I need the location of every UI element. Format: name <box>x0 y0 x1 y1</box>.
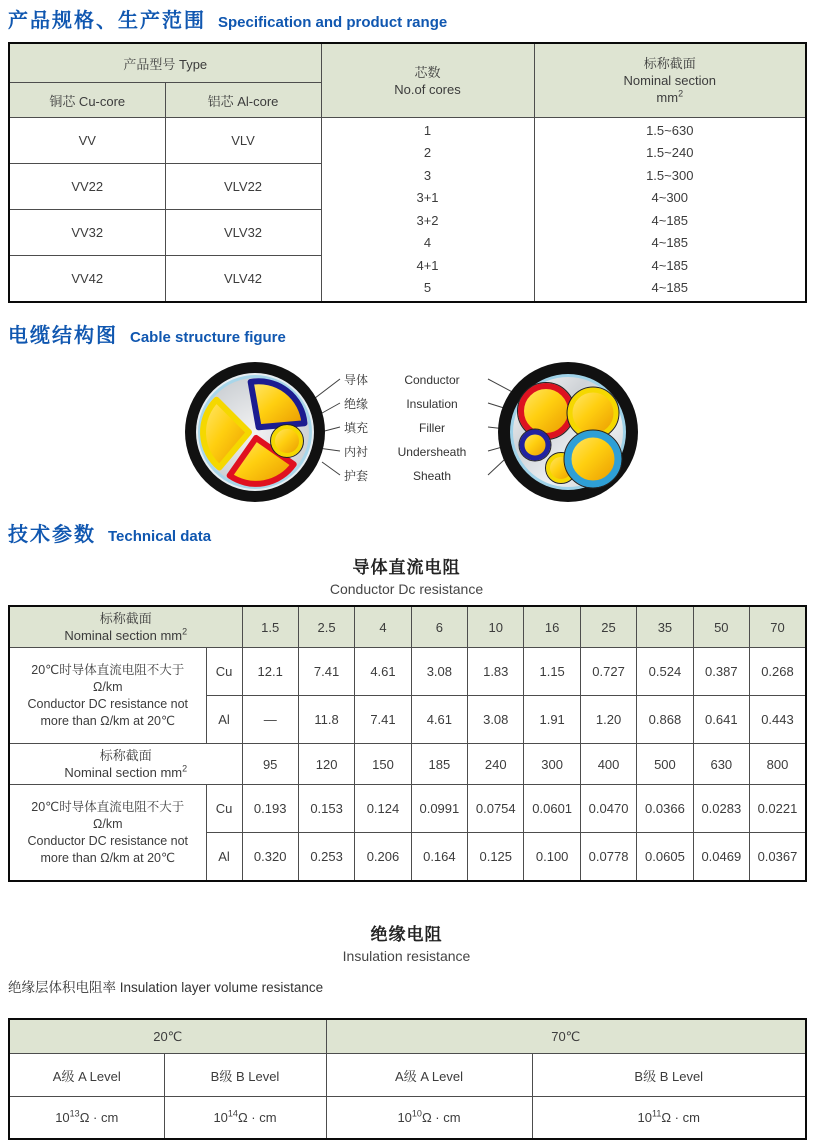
list-line: 1 <box>423 122 432 138</box>
value-cell: 185 <box>411 744 467 785</box>
value-cell: 300 <box>524 744 580 785</box>
value-cell: — <box>242 696 298 744</box>
value-cell: 0.164 <box>411 833 467 882</box>
value-cell: 0.0366 <box>637 785 693 833</box>
value-cell: 2.5 <box>298 606 354 648</box>
value-cell: B级 B Level <box>164 1054 326 1097</box>
value-cell: 400 <box>580 744 636 785</box>
al-core-header-cell: 铝芯 Al-core <box>165 83 321 118</box>
row-label-en: Conductor DC resistance not <box>27 696 188 711</box>
section-heading-en: Cable structure figure <box>130 329 286 346</box>
layer-label-en: Conductor <box>404 372 460 387</box>
value-cell: 35 <box>637 606 693 648</box>
layer-label-en: Filler <box>419 420 445 435</box>
insulation-title-zh: 绝缘电阻 <box>370 925 443 944</box>
temp-20-cell: 20℃ <box>9 1019 326 1054</box>
list-line: 4~300 <box>651 190 689 205</box>
section-heading-en: Technical data <box>108 528 212 545</box>
value-cell: 0.443 <box>750 696 806 744</box>
value-cell: A级 A Level <box>326 1054 532 1097</box>
layer-label-en: Insulation <box>406 396 458 411</box>
list-line: 3+2 <box>416 212 439 228</box>
insulation-table <box>8 1018 807 1140</box>
insulation-title-en: Insulation resistance <box>342 948 471 964</box>
type-cell: VV22 <box>9 164 165 210</box>
value-cell: 0.0991 <box>411 785 467 833</box>
type-cell: VLV42 <box>165 256 321 303</box>
value-cell: 0.0469 <box>693 833 749 882</box>
value-cell: $10^{13}\Omega$ · cm <box>9 1097 164 1140</box>
section-label-cell <box>9 744 242 785</box>
value-cell: B级 B Level <box>532 1054 806 1097</box>
value-cell: 0.100 <box>524 833 580 882</box>
value-cell: 7.41 <box>298 648 354 696</box>
section-heading-zh: 产品规格、生产范围 <box>8 10 206 32</box>
value-cell: 0.153 <box>298 785 354 833</box>
value-cell: $10^{14}\Omega$ · cm <box>164 1097 326 1140</box>
temp-70-cell: 70℃ <box>326 1019 806 1054</box>
cu-row-2 <box>9 785 806 833</box>
type-cell: VV42 <box>9 256 165 303</box>
value-cell: 0.320 <box>242 833 298 882</box>
list-line: 2 <box>423 145 432 160</box>
nominal-header-zh: 标称截面 <box>643 56 696 71</box>
layer-label-zh: 绝缘 <box>344 397 369 411</box>
value-cell: 0.124 <box>355 785 411 833</box>
value-cell: 0.0221 <box>750 785 806 833</box>
section-heading-en: Specification and product range <box>218 14 448 31</box>
dc-resistance-title-en: Conductor Dc resistance <box>329 581 484 597</box>
layer-label-undersheath <box>344 443 486 460</box>
value-cell: 3.08 <box>411 648 467 696</box>
layer-label-conductor <box>344 371 486 388</box>
layer-label-en: Sheath <box>412 468 452 483</box>
value-cell: 1.20 <box>580 696 636 744</box>
list-line: 1.5~240 <box>646 145 694 160</box>
value-cell: 12.1 <box>242 648 298 696</box>
row-label-en: Conductor DC resistance not <box>27 833 188 848</box>
nominal-header-cell <box>534 43 806 118</box>
value-cell: 630 <box>693 744 749 785</box>
value-cell: 1.15 <box>524 648 580 696</box>
cu-core-header-cell: 铜芯 Cu-core <box>9 83 165 118</box>
dc-resistance-title <box>8 553 805 597</box>
value-cell: 4.61 <box>411 696 467 744</box>
type-cell: VLV22 <box>165 164 321 210</box>
value-cell: 95 <box>242 744 298 785</box>
value-cell: 7.41 <box>355 696 411 744</box>
layer-label-zh: 导体 <box>344 373 369 387</box>
value-cell: 0.727 <box>580 648 636 696</box>
value-cell: 0.0470 <box>580 785 636 833</box>
type-cell: VLV <box>165 118 321 164</box>
layer-label-insulation <box>344 395 486 412</box>
value-cell: 6 <box>411 606 467 648</box>
value-cell: 500 <box>637 744 693 785</box>
list-line: 4~185 <box>651 235 689 250</box>
cores-header-cell <box>321 43 534 118</box>
value-cell: A级 A Level <box>9 1054 164 1097</box>
type-header-cell: 产品型号 Type <box>9 43 321 83</box>
list-line: 4~185 <box>651 212 689 228</box>
cu-row-1 <box>9 648 806 696</box>
list-line: 1.5~300 <box>646 167 694 183</box>
row-label-unit: Ω/km <box>93 679 123 694</box>
value-cell: 120 <box>298 744 354 785</box>
list-line: 4 <box>423 235 432 250</box>
value-cell: 1.5 <box>242 606 298 648</box>
value-cell: 0.0283 <box>693 785 749 833</box>
list-line: 4~185 <box>651 280 689 295</box>
layer-label-en: Undersheath <box>397 444 467 459</box>
value-cell: 0.268 <box>750 648 806 696</box>
value-cell: 50 <box>693 606 749 648</box>
nominal-header-en: Nominal section <box>623 73 717 88</box>
section-heading-zh: 电缆结构图 <box>8 325 118 347</box>
section-heading-specification <box>8 4 805 33</box>
list-line: 3+1 <box>416 190 439 205</box>
value-cell: 0.0605 <box>637 833 693 882</box>
value-cell: 0.125 <box>468 833 524 882</box>
row-label-cell <box>9 785 206 882</box>
value-cell: 10 <box>468 606 524 648</box>
value-cell: 0.0778 <box>580 833 636 882</box>
cores-header-en: No.of cores <box>394 81 461 97</box>
section-heading-technical <box>8 518 805 547</box>
material-cell-cu: Cu <box>206 785 242 833</box>
value-cell: 0.868 <box>637 696 693 744</box>
nominal-list-cell <box>534 118 806 303</box>
value-cell: 0.193 <box>242 785 298 833</box>
dc-resistance-title-zh: 导体直流电阻 <box>352 558 461 577</box>
value-cell: 240 <box>468 744 524 785</box>
section-label-en: Nominal section $mm^2$ <box>64 763 188 780</box>
value-cell: 0.641 <box>693 696 749 744</box>
section-row-2 <box>9 744 806 785</box>
value-cell: 1.91 <box>524 696 580 744</box>
layer-label-zh: 内衬 <box>344 445 369 459</box>
value-cell: $10^{11}\Omega$ · cm <box>532 1097 806 1140</box>
layer-label-filler <box>344 419 486 436</box>
section-label-en: Nominal section $mm^2$ <box>64 626 188 643</box>
value-cell: 0.206 <box>355 833 411 882</box>
row-label-unit: Ω/km <box>93 816 123 831</box>
value-cell: $10^{10}\Omega$ · cm <box>326 1097 532 1140</box>
layer-label-zh: 填充 <box>344 421 369 435</box>
value-cell: 11.8 <box>298 696 354 744</box>
type-cell: VV <box>9 118 165 164</box>
value-cell: 25 <box>580 606 636 648</box>
dc-resistance-table <box>8 605 807 882</box>
list-line: 5 <box>423 280 432 295</box>
layer-label-sheath <box>344 467 486 484</box>
section-heading-zh: 技术参数 <box>8 524 96 546</box>
list-line: 4+1 <box>416 257 439 273</box>
level-row <box>9 1054 806 1097</box>
value-cell: 0.0601 <box>524 785 580 833</box>
value-cell: 3.08 <box>468 696 524 744</box>
cores-list-cell <box>321 118 534 303</box>
row-label-en: more than Ω/km at 20℃ <box>40 713 176 728</box>
row-label-en: more than Ω/km at 20℃ <box>40 850 176 865</box>
row-label-cell <box>9 648 206 744</box>
cores-header-zh: 芯数 <box>414 64 441 80</box>
value-cell: 0.0367 <box>750 833 806 882</box>
cable-structure-figure <box>8 356 805 508</box>
value-cell: 70 <box>750 606 806 648</box>
value-cell: 800 <box>750 744 806 785</box>
product-range-table <box>8 42 807 303</box>
value-cell: 0.253 <box>298 833 354 882</box>
sector-core-cable <box>185 362 325 502</box>
value-row <box>9 1097 806 1140</box>
value-cell: 0.524 <box>637 648 693 696</box>
value-cell: 4.61 <box>355 648 411 696</box>
row-label-zh: 20℃时导体直流电阻不大于 <box>31 662 185 677</box>
section-label-zh: 标称截面 <box>99 611 152 626</box>
list-line: 1.5~630 <box>646 122 694 138</box>
value-cell: 150 <box>355 744 411 785</box>
section-row-1 <box>9 606 806 648</box>
list-line: 4~185 <box>651 257 689 273</box>
value-cell: 16 <box>524 606 580 648</box>
insulation-title <box>8 920 805 964</box>
value-cell: 0.0754 <box>468 785 524 833</box>
list-line: 3 <box>423 167 432 183</box>
row-label-zh: 20℃时导体直流电阻不大于 <box>31 799 185 814</box>
value-cell: 1.83 <box>468 648 524 696</box>
value-cell: 0.387 <box>693 648 749 696</box>
round-core-cable <box>498 362 638 502</box>
layer-label-zh: 护套 <box>344 469 369 483</box>
section-label-zh: 标称截面 <box>99 748 152 763</box>
material-cell-cu: Cu <box>206 648 242 696</box>
temperature-row <box>9 1019 806 1054</box>
type-cell: VLV32 <box>165 210 321 256</box>
type-cell: VV32 <box>9 210 165 256</box>
nominal-header-unit: $mm^2$ <box>656 88 684 105</box>
material-cell-al: Al <box>206 696 242 744</box>
section-label-cell <box>9 606 242 648</box>
value-cell: 4 <box>355 606 411 648</box>
material-cell-al: Al <box>206 833 242 882</box>
insulation-subtitle: 绝缘层体积电阻率 Insulation layer volume resistance <box>8 980 324 995</box>
section-heading-structure <box>8 319 805 348</box>
